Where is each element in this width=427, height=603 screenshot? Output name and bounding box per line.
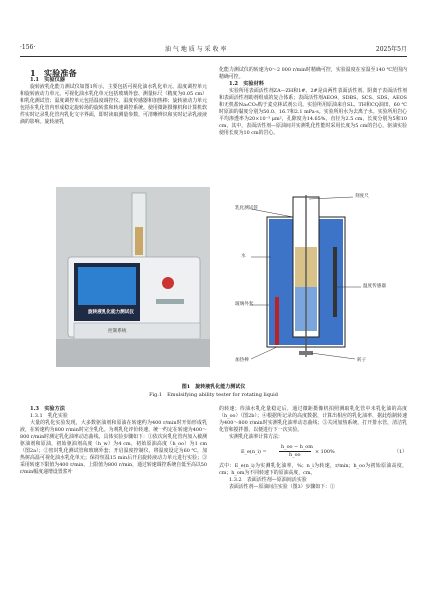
- right-column-top: [219, 67, 407, 137]
- label-heating-rod: 加热棒: [235, 358, 249, 363]
- left-column-top: [20, 70, 207, 126]
- section-title-1-3: 1.3 实验方法: [30, 406, 65, 412]
- section-title-1: 1 实验准备: [30, 68, 77, 78]
- photo-label-tester: 旋转液乳化能力测试仪: [88, 310, 134, 315]
- label-scale: 刻度尺: [355, 194, 369, 199]
- label-rotor: 转子: [357, 358, 367, 363]
- section-title-1-3-1: 1.3.1 乳化实验: [30, 413, 68, 420]
- equation-tail: × 100%: [315, 449, 335, 456]
- left-column-bottom: [20, 406, 207, 476]
- section-title-1-1: 1.1 实验仪器: [30, 77, 65, 84]
- section-title-1-2: 1.2 实验材料: [229, 81, 264, 88]
- instrument-photo: [56, 187, 210, 367]
- paragraph-continuation: 化能力测试仪的转速为0～2 000 r/min时精确可控，实验温度在室温至140 ℃范围内精确可控。: [219, 67, 407, 81]
- figure-1: [20, 187, 407, 381]
- equation-number: （1）: [394, 449, 407, 456]
- equation-denominator: h_oo: [289, 452, 301, 459]
- label-emulsion-tube: 乳化测试管: [235, 206, 258, 211]
- equation-lhs: E_e(n_i) =: [241, 449, 267, 456]
- paragraph-steps: 的转速；待油水乳化量稳定后，通过微距摄像机拍照测取乳化管中未乳化油的高度（h_oo）（图2b）；④根据所记录的高度数据，计算出相应的乳化油率，据此绘制转速为400～800 r/min时实测乳化油率动态曲线；⑤关闭加热系统，打开排水管，清洁乳化管和搅拌器，以便进行下一次实验。: [219, 406, 407, 434]
- figure-caption-en: Fig.1 Emulsifying ability tester for rotating liquid: [149, 392, 278, 398]
- photo-label-control: 控制系统: [108, 329, 127, 334]
- equation-1: [219, 444, 407, 460]
- paragraph-formula-intro: 实测乳化油率计算方法：: [229, 434, 283, 441]
- journal-name: 油 气 地 质 与 采 收 率: [165, 46, 227, 53]
- right-column-bottom: [219, 406, 407, 491]
- schematic-diagram: [235, 187, 405, 367]
- equation-numerator: h_oo − h_om: [281, 444, 313, 451]
- paragraph-method: 大量的乳化实验发现，大多数驱油剂和原油在转速约为400 r/min时开始形成乳液，在转速约为800 r/min时完全乳化。为观乳化评价转速，统一约定在转速为400～800 r/min时测定乳化油率动态曲线。具体实验步骤如下：①依次向乳化管内加入被测驱油剂和原油，初始驱油剂高度（h_w）为4 cm，初始原油高度（h_oo）为1 cm（图2a）；②密封乳化测试管和玻璃外套；开启温度控制仪，将温度设定为60 ℃，加热树高温可视化油水乳化单元；保持恒温15 min后开启旋转液动力单元进行实验；③采用转速下限值为400 r/min，上限值为800 r/min，通过转速调控系统自低至高以50 r/min幅度递增设置浆叶: [20, 420, 207, 476]
- paragraph-symbols: 式中：E_e(n_i)为实测乳化油率，%；n_i为转速，r/min；h_oo为初始原油高度，cm；h_om为不同转速下的原油高度，cm。: [219, 463, 407, 477]
- label-temperature-sensor: 温度传感器: [363, 284, 386, 289]
- page-number: ·156·: [20, 44, 36, 51]
- label-water: 水: [241, 254, 246, 259]
- running-header: [20, 44, 407, 54]
- paragraph-instrument: 旋转液乳化能力测试仪如图1所示，主要包括可视化油水乳化单元、温度调控单元和旋转液动力单元。可视化油水乳化单元包括玻璃外套、测量标尺（精度为0.05 cm）和乳化测试管；温度调控单元包括温度调控仪、温度传感器和加热棒；旋转液动力单元包括在乳化管内形成稳定旋转场的旋转浆和转速调控系统。使用微距摄像机和计算机软件实时记录乳化管内乳化文字界面，即时读取测量参数，可清晰辨识和实时记录乳液液滴的影响。旋转液乳: [20, 84, 207, 126]
- section-title-1-3-2: 1.3.2 表面活性剂—原油间活实验: [229, 477, 307, 484]
- issue-date: 2025年5月: [375, 46, 407, 53]
- paragraph-materials: 实验所用表面活性剂ZA—ZH和1#、2#是由两性表面活性剂、阴离子表面活性剂和表面活性剂助剂组成的复合体系；表面活性剂AEO9、SDBS、SCS、SDS、AEOS和无机盐Na₂CO₃购于麦克林试剂公司。实验所用原油来自SL、TH和CQ油田，60 ℃时原油的黏度分别为50.0、16.7和2.1 mPa·s。实验所用水为去离子水。实验所用岩心平均渗透率为20×10⁻³ μm²，孔隙度为14.65%，直径为2.5 cm，长度分别为5和10 cm，其中，表面活性剂—原油间并实测乳化性能时采用长度为5 cm的岩心，驱油实验使用长度为10 cm的岩心。: [219, 88, 407, 137]
- paragraph-procedure: 表面活性剂—原油间注实验（图3）步骤如下：①: [229, 484, 335, 491]
- header-rule: [20, 56, 407, 57]
- figure-caption-cn: 图1 旋转液乳化能力测试仪: [181, 384, 246, 390]
- label-glass-jacket: 玻璃外套: [235, 302, 254, 307]
